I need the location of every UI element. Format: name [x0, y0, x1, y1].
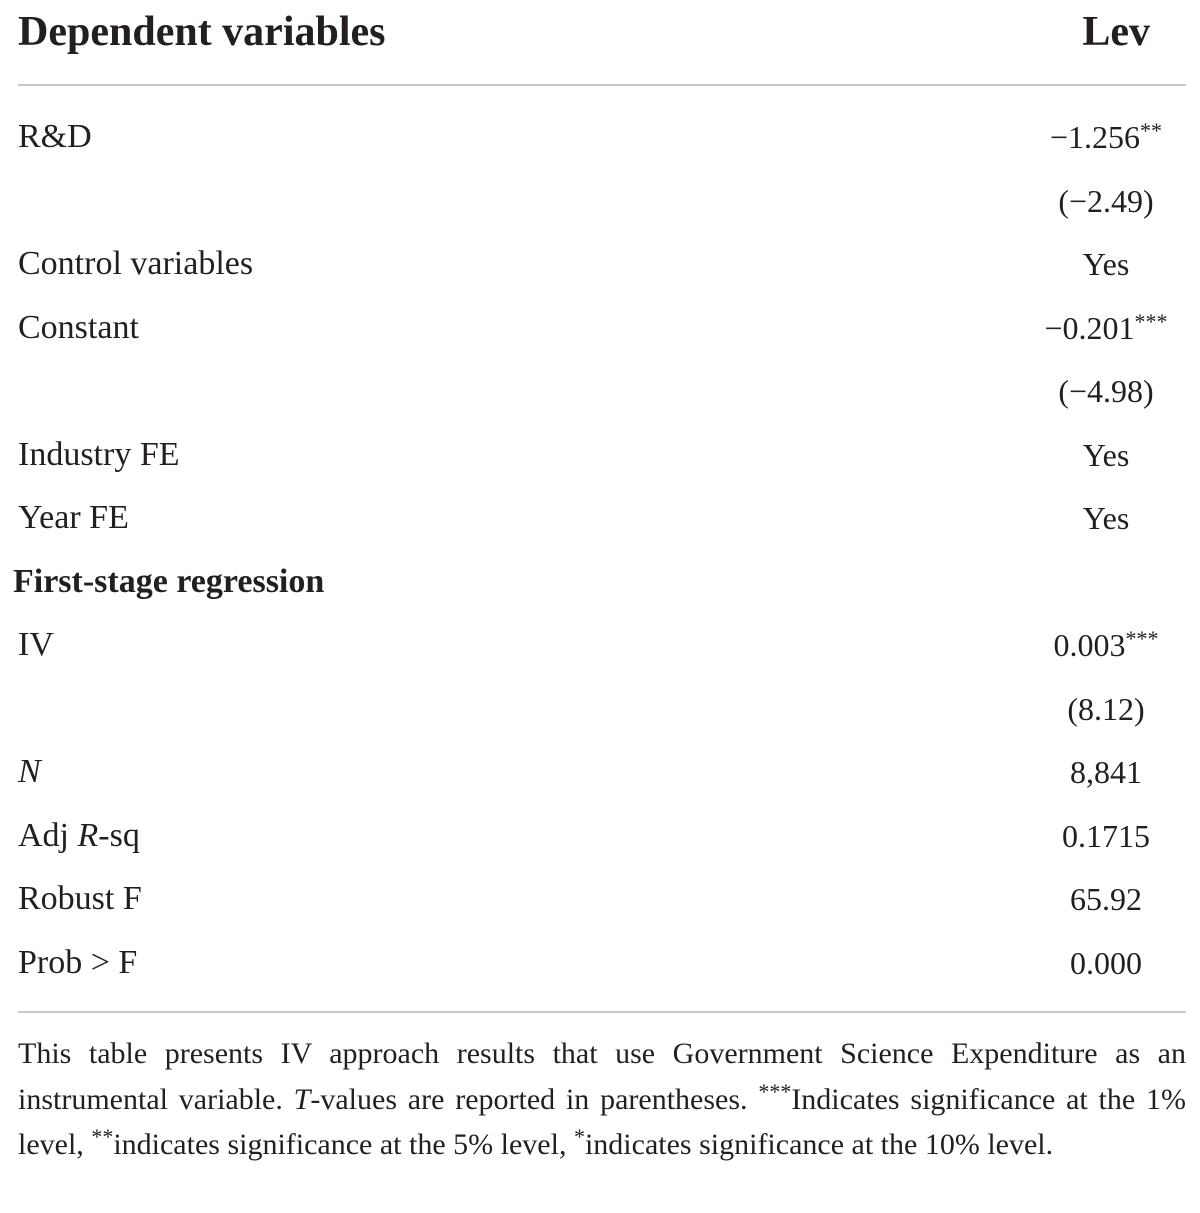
table-row-year-fe [18, 488, 1186, 552]
table-row-iv-tvalue [18, 679, 1186, 743]
row-value: (−4.98) [1058, 373, 1154, 409]
row-value: Yes [1082, 436, 1130, 473]
row-label: R&D [18, 118, 92, 155]
row-value: 8,841 [1070, 754, 1142, 790]
table-footnote: This table presents IV approach results that use Government Science Expenditure as an instrumental variable. T-values are reported in parentheses. ***Indicates significance at the 1% level, **indicates significance at the 5% level, *indicates significance at the 10% level. [18, 1037, 1186, 1161]
table-bottom-rule [18, 1011, 1186, 1013]
regression-table [13, 0, 1186, 996]
row-value: (−2.49) [1058, 182, 1154, 219]
row-value: −0.201*** [1044, 308, 1168, 346]
section-heading: First-stage regression [13, 562, 325, 600]
row-label: Control variables [18, 245, 254, 282]
table-row-rd [18, 107, 1186, 171]
table-row-n [18, 742, 1186, 806]
significance-stars: *** [1134, 308, 1168, 334]
table-row-constant [18, 298, 1186, 362]
row-value: 0.003*** [1053, 626, 1159, 663]
row-value: (8.12) [1067, 690, 1145, 727]
row-label: Robust F [18, 880, 142, 917]
row-label: Constant [18, 308, 139, 346]
significance-stars: *** [1125, 626, 1159, 651]
table-row-industry-fe [18, 425, 1186, 489]
row-label: Year FE [18, 499, 129, 536]
row-value: 0.000 [1070, 944, 1142, 981]
row-value: −1.256** [1049, 118, 1163, 155]
row-label: IV [18, 626, 54, 663]
row-value: 0.1715 [1062, 817, 1150, 854]
significance-stars: ** [1140, 118, 1163, 143]
header-lev: Lev [1082, 9, 1150, 55]
row-value: 65.92 [1070, 881, 1142, 917]
table-row-iv [18, 615, 1186, 679]
row-label: Adj R-sq [18, 816, 140, 854]
table-row-constant-tvalue [18, 361, 1186, 425]
row-value: Yes [1082, 500, 1130, 536]
table-row-first-stage-heading [13, 552, 1186, 616]
row-label: Prob > F [18, 943, 138, 981]
table-body [13, 86, 1186, 996]
row-value: Yes [1082, 246, 1130, 282]
row-label: N [18, 753, 41, 790]
table-row-prob-f [18, 933, 1186, 997]
table-row-rd-tvalue [18, 171, 1186, 235]
header-dependent-variables: Dependent variables [18, 9, 386, 55]
table-header [18, 0, 1186, 86]
table-row-control-variables [18, 234, 1186, 298]
table-row-robust-f [18, 869, 1186, 933]
row-label: Industry FE [18, 435, 180, 473]
table-row-adj-rsq [18, 806, 1186, 870]
